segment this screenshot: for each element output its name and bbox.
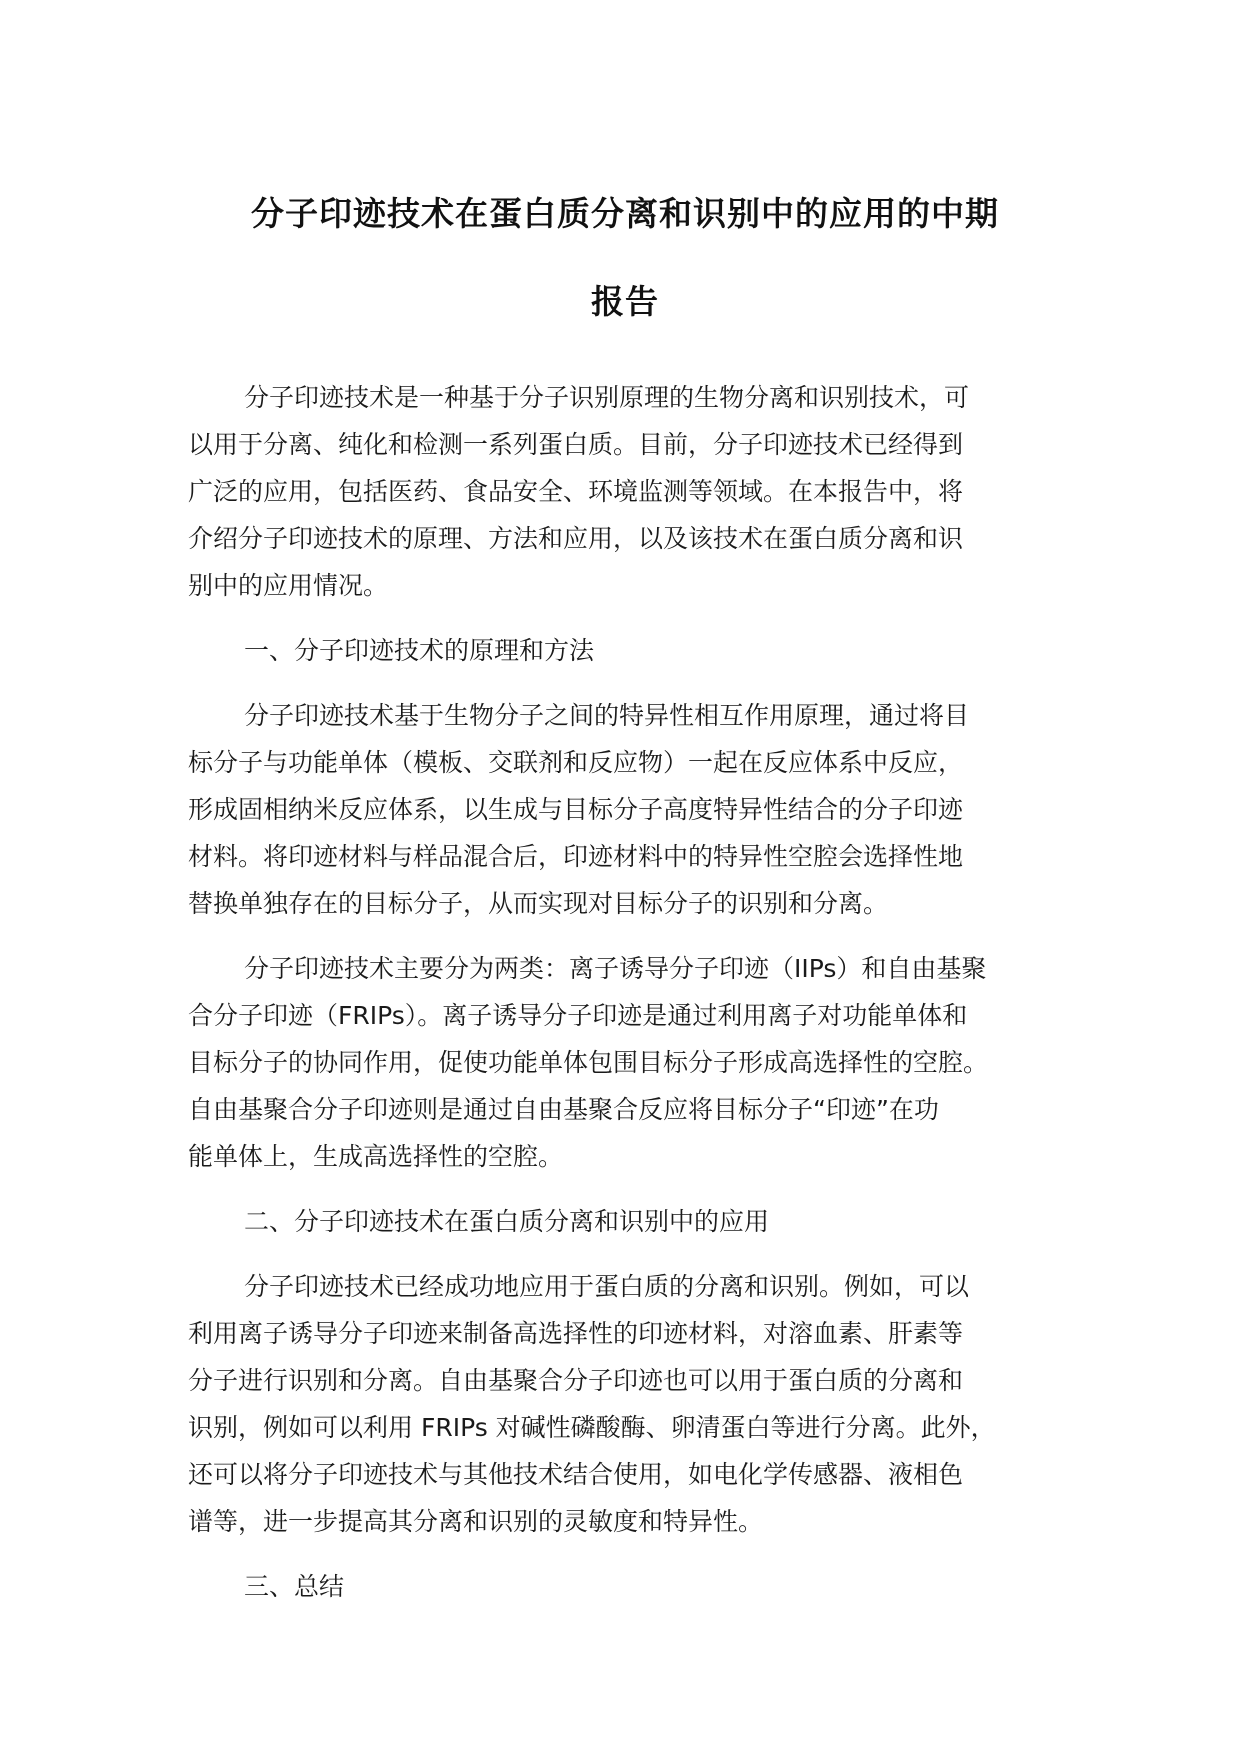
section-paragraph [188, 1263, 1088, 1545]
text-line: 分子印迹技术基于生物分子之间的特异性相互作用原理，通过将目 [244, 701, 970, 730]
text-line: 别中的应用情况。 [188, 571, 389, 600]
text-line: 谱等，进一步提高其分离和识别的灵敏度和特异性。 [188, 1507, 764, 1536]
title-line: 分子印迹技术在蛋白质分离和识别中的应用的中期 [251, 194, 999, 233]
text-line: 以用于分离、纯化和检测一系列蛋白质。目前，分子印迹技术已经得到 [188, 430, 964, 459]
text-line: 分子印迹技术是一种基于分子识别原理的生物分离和识别技术，可 [244, 383, 970, 412]
text-line: 介绍分子印迹技术的原理、方法和应用，以及该技术在蛋白质分离和识 [188, 524, 964, 553]
text-line: 还可以将分子印迹技术与其他技术结合使用，如电化学传感器、液相色 [188, 1460, 964, 1489]
text-line: 材料。将印迹材料与样品混合后，印迹材料中的特异性空腔会选择性地 [188, 842, 964, 871]
text-line: 识别，例如可以利用 FRIPs 对碱性磷酸酶、卵清蛋白等进行分离。此外， [188, 1413, 996, 1442]
document-body [188, 374, 1088, 1628]
text-line: 形成固相纳米反应体系，以生成与目标分子高度特异性结合的分子印迹 [188, 795, 964, 824]
text-line: 分子进行识别和分离。自由基聚合分子印迹也可以用于蛋白质的分离和 [188, 1366, 964, 1395]
text-line: 利用离子诱导分子印迹来制备高选择性的印迹材料，对溶血素、肝素等 [188, 1319, 964, 1348]
text-line: 分子印迹技术主要分为两类：离子诱导分子印迹（IIPs）和自由基聚 [244, 954, 987, 983]
text-line: 目标分子的协同作用，促使功能单体包围目标分子形成高选择性的空腔。 [188, 1048, 989, 1077]
document-title [190, 170, 1060, 346]
section-heading: 一、分子印迹技术的原理和方法 [244, 636, 595, 665]
section-heading: 三、总结 [244, 1572, 345, 1601]
section-paragraph [188, 945, 1088, 1180]
text-line: 标分子与功能单体（模板、交联剂和反应物）一起在反应体系中反应， [188, 748, 964, 777]
title-line: 报告 [591, 282, 659, 321]
intro-paragraph [188, 374, 1088, 609]
section-paragraph [188, 692, 1088, 927]
section-heading: 二、分子印迹技术在蛋白质分离和识别中的应用 [244, 1207, 770, 1236]
text-line: 自由基聚合分子印迹则是通过自由基聚合反应将目标分子“印迹”在功 [188, 1095, 939, 1124]
text-line: 合分子印迹（FRIPs）。离子诱导分子印迹是通过利用离子对功能单体和 [188, 1001, 968, 1030]
text-line: 替换单独存在的目标分子，从而实现对目标分子的识别和分离。 [188, 889, 889, 918]
text-line: 能单体上，生成高选择性的空腔。 [188, 1142, 564, 1171]
text-line: 分子印迹技术已经成功地应用于蛋白质的分离和识别。例如，可以 [244, 1272, 970, 1301]
text-line: 广泛的应用，包括医药、食品安全、环境监测等领域。在本报告中，将 [188, 477, 964, 506]
